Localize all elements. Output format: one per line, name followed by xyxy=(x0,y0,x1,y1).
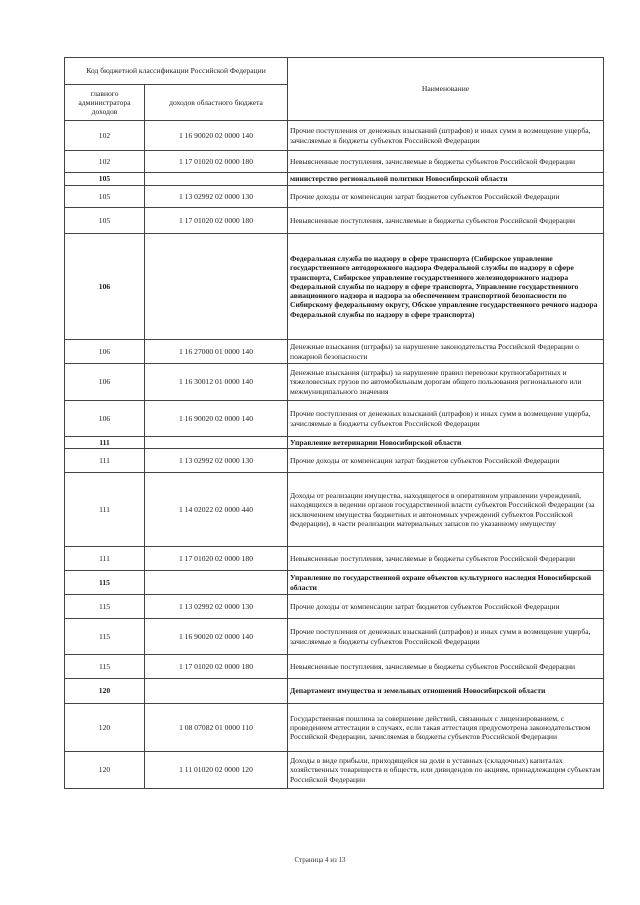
income-code-cell: 1 17 01020 02 0000 180 xyxy=(145,151,288,173)
name-cell: Федеральная служба по надзору в сфере транспорта (Сибирское управление государственного автодорожного надзора Федеральной службы по надзору в сфере транспорта, Сибирское управление государственного железнодорожного надзора Федеральной службы по надзору в сфере транспорта, Управление государственного авиационного надзора и надзора за обеспечением транспортной безопасности по Сибирскому федеральному округу, Обское управление государственного речного надзора Федеральной службы по надзору в сфере транспорта) xyxy=(288,234,604,340)
admin-code-cell: 115 xyxy=(65,595,145,619)
table-row xyxy=(65,704,604,752)
table-row xyxy=(65,619,604,655)
code-group-header: Код бюджетной классификации Российской Федерации xyxy=(65,58,288,85)
name-cell: Невыясненные поступления, зачисляемые в бюджеты субъектов Российской Федерации xyxy=(288,208,604,234)
table-body xyxy=(65,121,604,789)
income-code-cell: 1 08 07082 01 0000 110 xyxy=(145,704,288,752)
name-cell: Управление по государственной охране объектов культурного наследия Новосибирской области xyxy=(288,571,604,595)
income-code-cell: 1 14 02022 02 0000 440 xyxy=(145,473,288,547)
income-code-cell: 1 13 02992 02 0000 130 xyxy=(145,595,288,619)
table-row xyxy=(65,571,604,595)
name-cell: Денежные взыскания (штрафы) за нарушение законодательства Российской Федерации о пожарной безопасности xyxy=(288,340,604,364)
table-row xyxy=(65,186,604,208)
name-cell: Прочие поступления от денежных взысканий (штрафов) и иных сумм в возмещение ущерба, зачисляемые в бюджеты субъектов Российской Федерации xyxy=(288,619,604,655)
table-row xyxy=(65,655,604,679)
admin-code-cell: 106 xyxy=(65,234,145,340)
name-cell: министерство региональной политики Новосибирской области xyxy=(288,173,604,186)
name-cell: Прочие поступления от денежных взысканий (штрафов) и иных сумм в возмещение ущерба, зачисляемые в бюджеты субъектов Российской Федерации xyxy=(288,401,604,437)
income-code-cell: 1 16 27000 01 0000 140 xyxy=(145,340,288,364)
name-column-header: Наименование xyxy=(288,58,604,121)
name-cell: Доходы от реализации имущества, находящегося в оперативном управлении учреждений, находящихся в ведении органов государственной власти субъектов Российской Федерации (за исключением имущества бюджетных и автономных учреждений субъектов Российской Федерации), в части реализации материальных запасов по указанному имуществу xyxy=(288,473,604,547)
income-column-header: доходов областного бюджета xyxy=(145,85,288,121)
income-code-cell: 1 11 01020 02 0000 120 xyxy=(145,752,288,789)
admin-code-cell: 105 xyxy=(65,208,145,234)
admin-code-cell: 115 xyxy=(65,571,145,595)
admin-code-cell: 102 xyxy=(65,121,145,151)
income-code-cell: 1 17 01020 02 0000 180 xyxy=(145,655,288,679)
income-code-cell: 1 16 90020 02 0000 140 xyxy=(145,401,288,437)
table-row xyxy=(65,401,604,437)
admin-code-cell: 105 xyxy=(65,186,145,208)
table-row xyxy=(65,473,604,547)
income-code-cell xyxy=(145,234,288,340)
name-cell: Прочие доходы от компенсации затрат бюджетов субъектов Российской Федерации xyxy=(288,186,604,208)
table-row xyxy=(65,173,604,186)
admin-code-cell: 111 xyxy=(65,449,145,473)
income-code-cell: 1 16 90020 02 0000 140 xyxy=(145,619,288,655)
income-code-cell xyxy=(145,173,288,186)
admin-code-cell: 111 xyxy=(65,547,145,571)
admin-code-cell: 106 xyxy=(65,364,145,401)
table-row xyxy=(65,449,604,473)
admin-code-cell: 120 xyxy=(65,679,145,704)
table-row xyxy=(65,547,604,571)
income-code-cell: 1 17 01020 02 0000 180 xyxy=(145,547,288,571)
table-row xyxy=(65,208,604,234)
income-code-cell: 1 13 02992 02 0000 130 xyxy=(145,449,288,473)
income-code-cell xyxy=(145,679,288,704)
income-code-cell: 1 17 01020 02 0000 180 xyxy=(145,208,288,234)
name-cell: Прочие поступления от денежных взысканий (штрафов) и иных сумм в возмещение ущерба, зачисляемые в бюджеты субъектов Российской Федерации xyxy=(288,121,604,151)
admin-code-cell: 106 xyxy=(65,340,145,364)
admin-code-cell: 111 xyxy=(65,437,145,449)
name-cell: Управление ветеринарии Новосибирской области xyxy=(288,437,604,449)
admin-code-cell: 106 xyxy=(65,401,145,437)
table-row xyxy=(65,595,604,619)
admin-code-cell: 120 xyxy=(65,752,145,789)
table-row xyxy=(65,121,604,151)
income-code-cell xyxy=(145,571,288,595)
admin-code-cell: 111 xyxy=(65,473,145,547)
table-row xyxy=(65,234,604,340)
page-number: Страница 4 из 13 xyxy=(294,856,346,864)
income-code-cell: 1 13 02992 02 0000 130 xyxy=(145,186,288,208)
header-row xyxy=(65,58,604,85)
income-code-cell: 1 16 30012 01 0000 140 xyxy=(145,364,288,401)
table-row xyxy=(65,752,604,789)
name-cell: Государственная пошлина за совершение действий, связанных с лицензированием, с проведением аттестации в случаях, если такая аттестация предусмотрена законодательством Российской Федерации, зачисляемая в бюджеты субъектов Российской Федерации xyxy=(288,704,604,752)
name-cell: Доходы в виде прибыли, приходящейся на доли в уставных (складочных) капиталах хозяйственных товариществ и обществ, или дивидендов по акциям, принадлежащим субъектам Российской Федерации xyxy=(288,752,604,789)
table-row xyxy=(65,340,604,364)
name-cell: Прочие доходы от компенсации затрат бюджетов субъектов Российской Федерации xyxy=(288,595,604,619)
admin-code-cell: 115 xyxy=(65,619,145,655)
name-cell: Департамент имущества и земельных отношений Новосибирской области xyxy=(288,679,604,704)
income-code-cell xyxy=(145,437,288,449)
budget-classification-table xyxy=(64,57,604,789)
admin-code-cell: 120 xyxy=(65,704,145,752)
table-row xyxy=(65,437,604,449)
income-code-cell: 1 16 90020 02 0000 140 xyxy=(145,121,288,151)
name-cell: Невыясненные поступления, зачисляемые в бюджеты субъектов Российской Федерации xyxy=(288,151,604,173)
table-row xyxy=(65,151,604,173)
name-cell: Невыясненные поступления, зачисляемые в бюджеты субъектов Российской Федерации xyxy=(288,655,604,679)
name-cell: Прочие доходы от компенсации затрат бюджетов субъектов Российской Федерации xyxy=(288,449,604,473)
name-cell: Невыясненные поступления, зачисляемые в бюджеты субъектов Российской Федерации xyxy=(288,547,604,571)
table-row xyxy=(65,364,604,401)
table-row xyxy=(65,679,604,704)
admin-code-cell: 105 xyxy=(65,173,145,186)
admin-code-cell: 115 xyxy=(65,655,145,679)
admin-column-header: главного администратора доходов xyxy=(65,85,145,121)
name-cell: Денежные взыскания (штрафы) за нарушение правил перевозки крупногабаритных и тяжеловесных грузов по автомобильным дорогам общего пользования регионального или межмуниципального значения xyxy=(288,364,604,401)
admin-code-cell: 102 xyxy=(65,151,145,173)
